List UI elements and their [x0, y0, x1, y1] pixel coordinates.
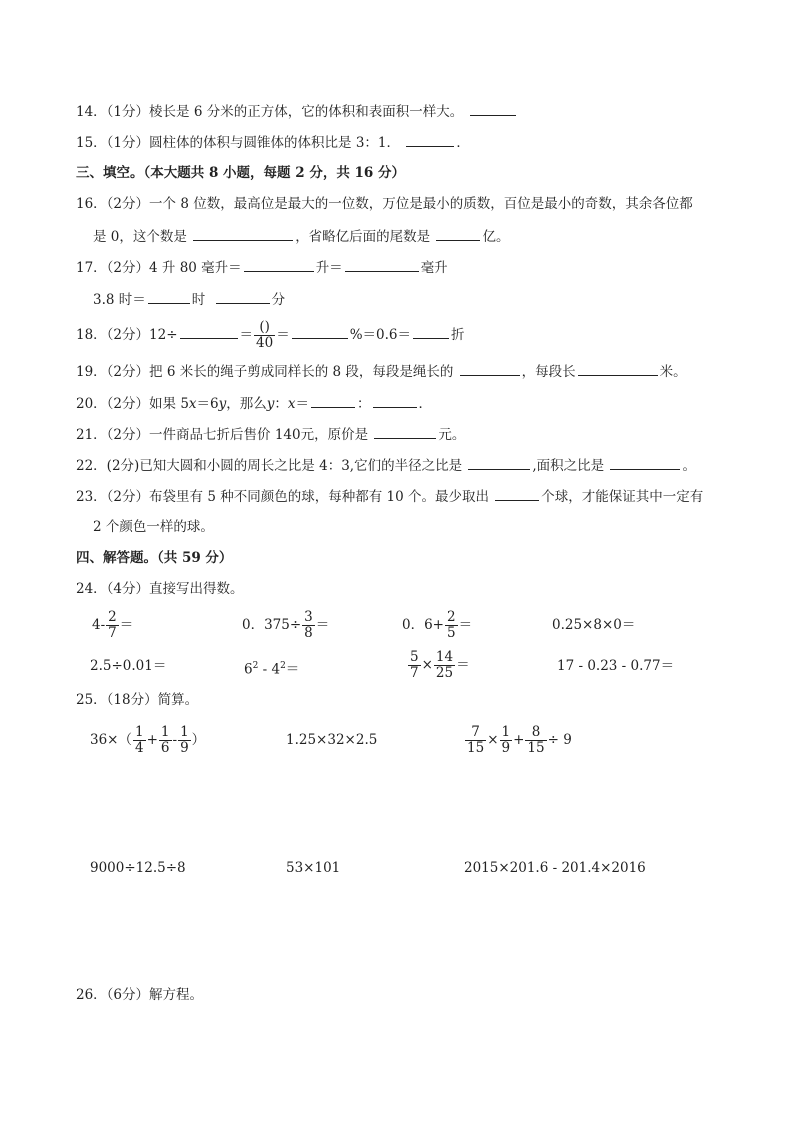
- question-16: [76, 194, 693, 214]
- q23-blank[interactable]: [495, 486, 539, 501]
- q26-number: 26．（6分）: [76, 987, 150, 1003]
- q22-number: 22．(2分): [76, 458, 140, 474]
- q24-e7-num2: 14: [435, 649, 454, 665]
- q25-s3-b: ÷ 9: [547, 732, 572, 748]
- q25-s1-minus: -: [172, 732, 178, 748]
- q20-eq: ＝: [295, 396, 310, 412]
- q18-text-d: %＝0.6＝: [349, 327, 412, 343]
- q19-text-c: 米。: [659, 364, 687, 380]
- q15-blank[interactable]: [406, 132, 454, 147]
- question-22: [76, 455, 696, 476]
- question-25: [76, 690, 198, 710]
- q25-s1-den3: 9: [180, 740, 189, 756]
- q16-blank-number[interactable]: [193, 226, 293, 241]
- q25-expr-2: 1.25×32×2.5: [286, 732, 378, 748]
- q24-e6-sup2: 2: [280, 661, 286, 671]
- q25-s3-num3: 8: [525, 725, 546, 741]
- q20-var-y2: y: [266, 396, 275, 412]
- q20-colon-2: ：: [357, 396, 371, 412]
- q16-number: 16．（2分）: [76, 196, 150, 212]
- q20-var-x: x: [188, 396, 197, 412]
- q25-s1-frac-1: [133, 725, 146, 756]
- q22-text-a: 已知大圆和小圆的周长之比是 4：3,它们的半径之比是: [139, 458, 463, 474]
- q24-e7-times: ×: [421, 657, 433, 673]
- q25-s1-a: 36×（: [90, 732, 132, 748]
- section-4-heading: 四、解答题。（共 59 分）: [76, 550, 233, 566]
- q24-e6-sup: 2: [252, 661, 259, 671]
- q24-e1-eq: ＝: [119, 617, 134, 633]
- q16-line1: 一个 8 位数，最高位是最大的一位数，万位是最小的质数，百位是最小的奇数，其余各位都: [149, 196, 693, 212]
- q24-e2-eq: ＝: [315, 617, 330, 633]
- q14-text: 棱长是 6 分米的正方体，它的体积和表面积一样大。: [149, 104, 464, 120]
- q24-expr-8: 17 - 0.23 - 0.77＝: [557, 658, 675, 674]
- q20-text-a: 如果 5: [149, 396, 189, 412]
- q25-s3-den2: 9: [501, 740, 511, 756]
- q26-text: 解方程。: [149, 987, 204, 1003]
- question-14: [76, 101, 518, 122]
- q25-s3-frac-2: [500, 725, 513, 756]
- q19-number: 19．（2分）: [76, 364, 150, 380]
- q24-expr-7: [407, 648, 470, 682]
- q22-text-b: ,面积之比是: [532, 458, 605, 474]
- q18-number: 18．（2分）: [76, 327, 150, 343]
- q17-blank-minute[interactable]: [216, 289, 270, 304]
- q17-text-c: 毫升: [420, 260, 448, 276]
- q25-s3-den1: 15: [467, 740, 485, 756]
- q14-blank[interactable]: [470, 101, 516, 116]
- q24-e1-fraction: [106, 610, 119, 641]
- q21-number: 21．（2分）: [76, 427, 150, 443]
- q21-blank[interactable]: [374, 424, 436, 439]
- q24-e7-den2: 25: [435, 665, 454, 681]
- q16-text-c: 亿。: [482, 229, 510, 245]
- q24-expr-1: [92, 610, 133, 641]
- q15-number: 15．（1分）: [76, 135, 150, 151]
- q25-s1-den1: 4: [135, 740, 144, 756]
- q24-text: 直接写出得数。: [149, 581, 244, 597]
- q24-e2-den: 8: [304, 625, 313, 641]
- q24-e1-a: 4-: [92, 617, 106, 633]
- q25-expr-6: 2015×201.6 - 201.4×2016: [464, 860, 646, 876]
- question-17-line2: [93, 289, 285, 310]
- q24-e7-fraction-1: [408, 650, 421, 681]
- q18-eq-2: ＝: [276, 327, 290, 343]
- q14-number: 14．（1分）: [76, 104, 150, 120]
- q25-number: 25．（18分）: [76, 692, 158, 708]
- q25-s3-plus: +: [513, 732, 525, 748]
- q18-blank-divisor[interactable]: [180, 324, 238, 339]
- q17-blank-ml[interactable]: [345, 257, 419, 272]
- q18-frac-num[interactable]: (): [254, 320, 275, 336]
- q20-number: 20．（2分）: [76, 396, 150, 412]
- q24-expr-5: 2.5÷0.01＝: [90, 658, 167, 674]
- q24-e6-a: 6: [244, 661, 253, 678]
- q25-s3-frac-1: [465, 725, 486, 756]
- q18-frac-den: 40: [256, 335, 274, 351]
- q25-s3-frac-3: [525, 725, 546, 756]
- q17-blank-hour[interactable]: [148, 289, 190, 304]
- q24-e7-den1: 7: [410, 665, 419, 681]
- q25-s1-b: ）: [191, 732, 206, 748]
- q24-number: 24．（4分）: [76, 581, 150, 597]
- q20-text-b: ＝6: [196, 396, 219, 412]
- q23-text-b: 个球，才能保证其中一定有: [541, 489, 704, 505]
- q24-e7-eq: ＝: [456, 657, 470, 673]
- q20-text-c: ，那么: [226, 396, 267, 412]
- q21-text-a: 一件商品七折后售价 140元，原价是: [149, 427, 369, 443]
- q24-e7-num1: 5: [410, 649, 419, 665]
- q25-s1-plus: +: [146, 732, 158, 748]
- q18-text-e: 折: [451, 327, 465, 343]
- question-23: [76, 486, 703, 507]
- section-3-heading: 三、填空。（本大题共 8 小题，每题 2 分，共 16 分）: [76, 165, 406, 181]
- q23-number: 23．（2分）: [76, 489, 150, 505]
- q24-e3-fraction: [445, 610, 458, 641]
- q24-e3-eq: ＝: [458, 617, 473, 633]
- q24-expr-6: [244, 656, 299, 680]
- q25-expr-3: [464, 723, 572, 757]
- question-15: [76, 132, 470, 153]
- q25-s3-times: ×: [487, 732, 499, 748]
- q22-blank-radius[interactable]: [468, 455, 530, 470]
- q25-expr-1: [90, 723, 205, 757]
- q19-blank-length[interactable]: [578, 361, 658, 376]
- q17-text-e: 时: [191, 292, 206, 308]
- question-18: [76, 320, 465, 351]
- q20-var-y: y: [218, 396, 227, 412]
- q23-text-a: 布袋里有 5 种不同颜色的球，每种都有 10 个。最少取出: [149, 489, 489, 505]
- q17-text-d: 3.8 时＝: [93, 292, 146, 308]
- question-23-line2: 2 个颜色一样的球。: [93, 519, 214, 535]
- q17-blank-liter[interactable]: [244, 257, 314, 272]
- q25-s1-den2: 6: [160, 740, 170, 756]
- q15-text: 圆柱体的体积与圆锥体的体积比是 3：1．: [149, 135, 401, 151]
- question-21: [76, 424, 465, 445]
- q24-e2-a: 0．375÷: [242, 617, 302, 633]
- q25-s1-num1: 1: [135, 724, 144, 740]
- q20-var-x2: x: [287, 396, 296, 412]
- question-16-line2: [93, 226, 509, 247]
- q24-e7-fraction-2: [434, 650, 455, 681]
- q24-expr-4: 0.25×8×0＝: [552, 617, 636, 633]
- q22-blank-area[interactable]: [610, 455, 680, 470]
- q25-s3-num2: 1: [501, 724, 511, 740]
- q25-s1-frac-2: [159, 725, 172, 756]
- q21-text-b: 元。: [438, 427, 466, 443]
- q16-text-b: ，省略亿后面的尾数是: [295, 229, 431, 245]
- q19-text-b: ，每段长: [521, 364, 576, 380]
- q25-text: 简算。: [157, 692, 199, 708]
- q16-blank-yi[interactable]: [436, 226, 480, 241]
- q17-number: 17．（2分）: [76, 260, 150, 276]
- q18-blank-zhe[interactable]: [413, 324, 449, 339]
- q25-expr-4: 9000÷12.5÷8: [90, 860, 186, 876]
- q19-blank-fraction[interactable]: [460, 361, 520, 376]
- q25-s1-num2: 1: [160, 724, 170, 740]
- q20-end: ．: [418, 396, 433, 412]
- q25-s3-den3: 15: [527, 740, 545, 756]
- q20-blank-b[interactable]: [373, 393, 417, 408]
- q17-text-f: 分: [271, 292, 286, 308]
- q24-e2-fraction: [302, 610, 315, 641]
- q25-s3-num1: 7: [465, 725, 486, 741]
- question-20: [76, 393, 432, 414]
- q18-blank-percent[interactable]: [292, 324, 348, 339]
- q24-e1-den: 7: [108, 625, 117, 641]
- question-24: [76, 579, 244, 599]
- q25-s1-num3: 1: [180, 724, 189, 740]
- q20-colon: ：: [274, 396, 288, 412]
- q25-expr-5: 53×101: [286, 860, 341, 876]
- q24-e6-eq: ＝: [285, 661, 300, 678]
- q24-e2-num: 3: [304, 609, 313, 625]
- q15-end: ．: [456, 135, 470, 151]
- q25-s1-frac-3: [178, 725, 191, 756]
- q16-text-a: 是 0，这个数是: [93, 229, 187, 245]
- q17-text-b: 升＝: [315, 260, 343, 276]
- q24-expr-2: [242, 610, 329, 641]
- q24-e6-b: - 4: [258, 661, 281, 678]
- q19-text-a: 把 6 米长的绳子剪成同样长的 8 段，每段是绳长的: [149, 364, 454, 380]
- q20-blank-a[interactable]: [311, 393, 355, 408]
- q24-e3-den: 5: [447, 625, 456, 641]
- q18-text-a: 12÷: [149, 327, 178, 343]
- question-19: [76, 361, 687, 382]
- q22-text-c: 。: [682, 458, 696, 474]
- question-17: [76, 257, 448, 278]
- q24-e3-num: 2: [447, 609, 456, 625]
- q17-text-a: 4 升 80 毫升＝: [149, 260, 242, 276]
- q24-expr-3: [402, 610, 472, 641]
- q18-eq-1: ＝: [239, 327, 254, 343]
- q18-fraction: [254, 320, 275, 351]
- q24-e1-num: 2: [108, 609, 117, 625]
- q24-e3-a: 0．6+: [402, 617, 444, 633]
- question-26: [76, 985, 203, 1005]
